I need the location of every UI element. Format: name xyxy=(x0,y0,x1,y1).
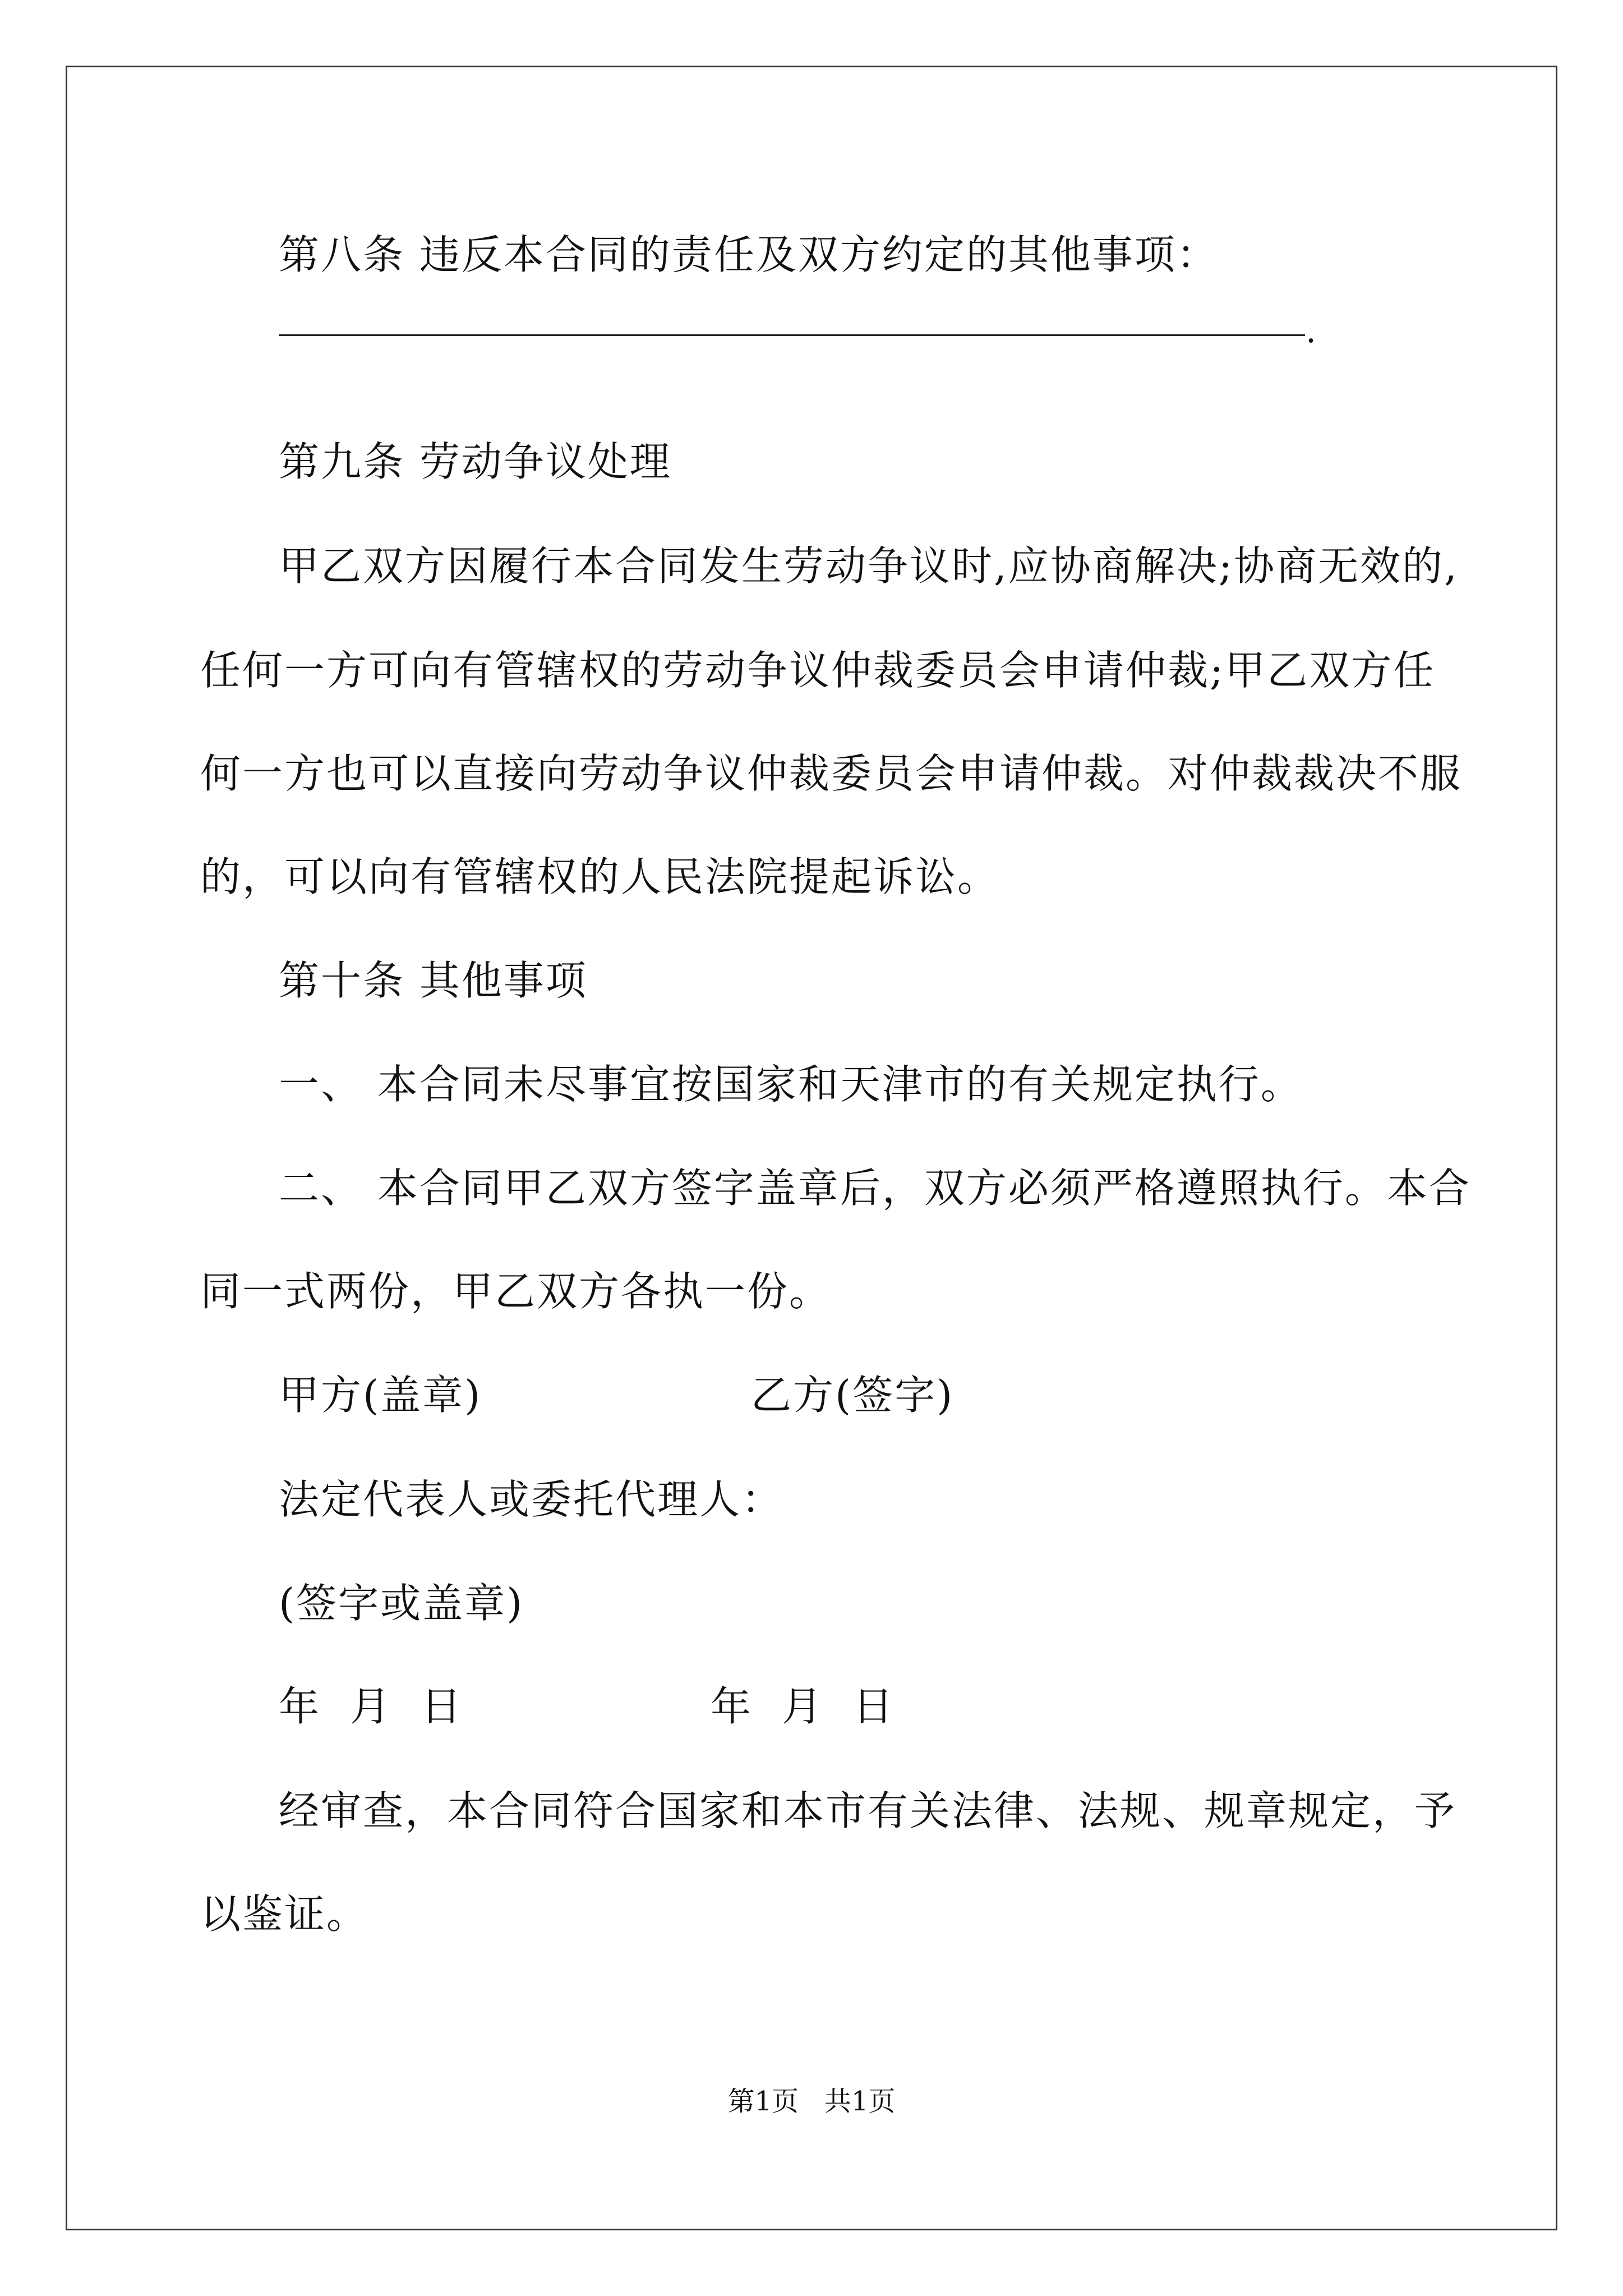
article9-body-line-2: 任何一方可向有管辖权的劳动争议仲裁委员会申请仲裁;甲乙双方任 xyxy=(200,647,1436,694)
page-footer: 第1页 共1页 xyxy=(727,2086,896,2117)
article8-heading: 第八条 违反本合同的责任及双方约定的其他事项： xyxy=(279,231,1219,278)
date-party-b: 年 月 日 xyxy=(711,1683,895,1730)
fill-in-blank-end: . xyxy=(1306,311,1317,351)
article10-item-2-line-1: 二、 本合同甲乙双方签字盖章后，双方必须严格遵照执行。本合 xyxy=(279,1165,1471,1212)
verification-line-1: 经审查，本合同符合国家和本市有关法律、法规、规章规定，予 xyxy=(279,1787,1457,1834)
article9-body-line-1: 甲乙双方因履行本合同发生劳动争议时,应协商解决;协商无效的, xyxy=(279,542,1459,590)
article9-body-line-3: 何一方也可以直接向劳动争议仲裁委员会申请仲裁。对仲裁裁决不服 xyxy=(200,750,1463,797)
article9-heading: 第九条 劳动争议处理 xyxy=(279,438,672,485)
representative-label: 法定代表人或委托代理人： xyxy=(279,1476,784,1523)
party-a-label: 甲方(盖章) xyxy=(279,1372,482,1419)
sign-or-seal-label: (签字或盖章) xyxy=(279,1580,524,1627)
date-party-a: 年 月 日 xyxy=(279,1683,463,1730)
article9-body-line-4: 的，可以向有管辖权的人民法院提起诉讼。 xyxy=(200,853,1000,900)
verification-line-2: 以鉴证。 xyxy=(200,1890,369,1938)
party-b-label: 乙方(签字) xyxy=(751,1372,955,1419)
article10-heading: 第十条 其他事项 xyxy=(279,957,588,1004)
article10-item-2-line-2: 同一式两份，甲乙双方各执一份。 xyxy=(200,1268,832,1315)
fill-in-blank-line xyxy=(279,334,1305,336)
article10-item-1: 一、 本合同未尽事宜按国家和天津市的有关规定执行。 xyxy=(279,1061,1303,1108)
